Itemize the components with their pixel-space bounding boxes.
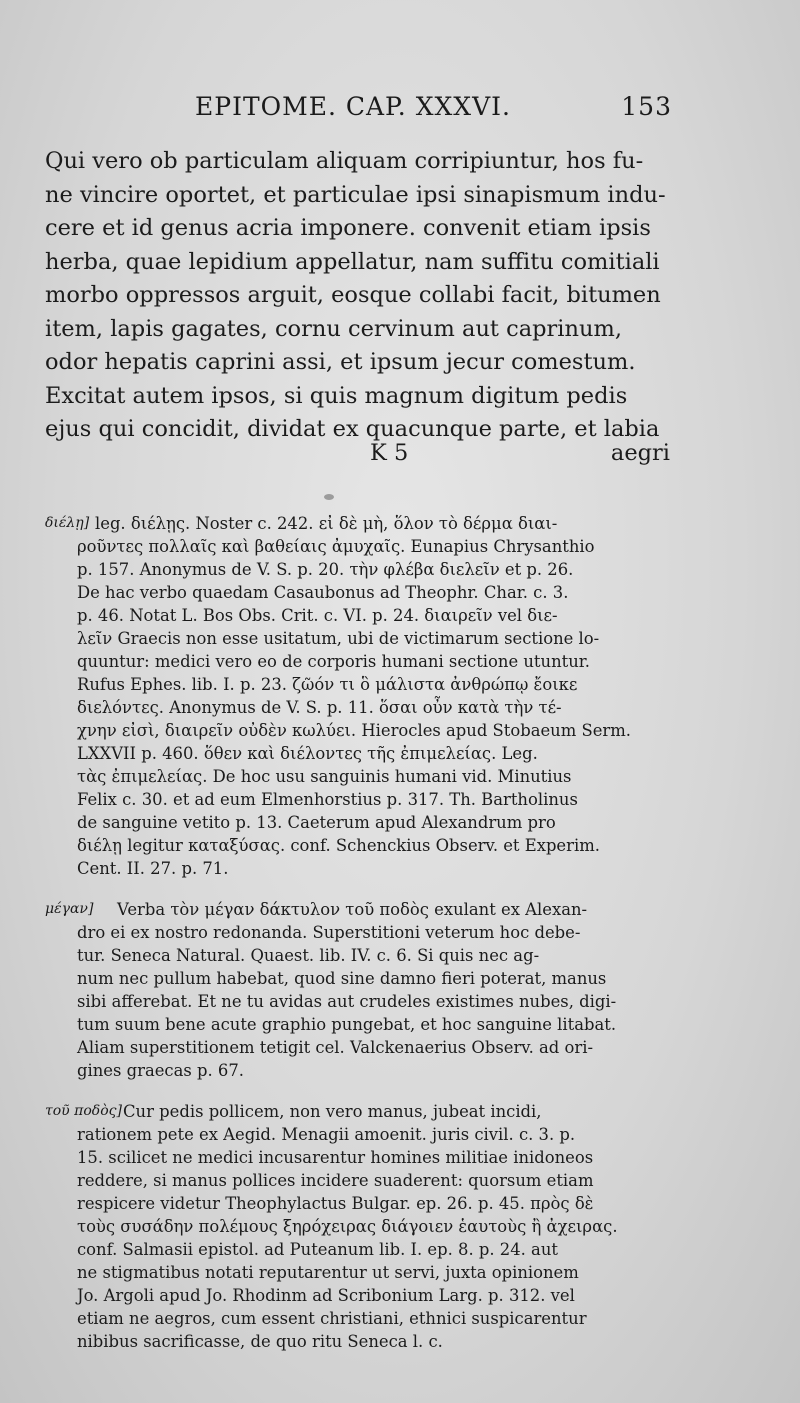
footnote-lemma: τοῦ ποδὸς] [45, 1103, 122, 1119]
signature-mark: K 5 [370, 440, 409, 466]
main-text [45, 145, 670, 447]
footnote-line: 15. scilicet ne medici incusarentur homines militiae inidoneos [77, 1148, 594, 1167]
footnote-line: Cur pedis pollicem, non vero manus, jubeat incidi, [123, 1102, 542, 1121]
footnote-line: conf. Salmasii epistol. ad Puteanum lib. I. ep. 8. p. 24. aut [77, 1240, 558, 1259]
footnote-line: διέλῃ legitur καταξύσας. conf. Schenckius Observ. et Experim. [77, 836, 600, 855]
footnote-line: LXXVII p. 460. ὅθεν καὶ διέλοντες τῆς ἐπιμελείας. Leg. [77, 744, 538, 763]
page-number: 153 [621, 92, 672, 121]
footnote-line: nibibus sacrificasse, de quo ritu Seneca l. c. [77, 1332, 443, 1351]
footnote-line: reddere, si manus pollices incidere suaderent: quorsum etiam [77, 1171, 594, 1190]
footnote-line: Verba τὸν μέγαν δάκτυλον τοῦ ποδὸς exulant ex Alexan- [117, 900, 588, 919]
footnote-line: p. 157. Anonymus de V. S. p. 20. τὴν φλέβα διελεῖν et p. 26. [77, 560, 574, 579]
footnote-line: Rufus Ephes. lib. I. p. 23. ζῶόν τι ὃ μάλιστα ἀνθρώπῳ ἔοικε [77, 675, 578, 694]
catchword: aegri [610, 440, 670, 466]
footnote-line: ροῦντες πολλαῖς καὶ βαθείαις ἀμυχαῖς. Eunapius Chrysanthio [77, 537, 595, 556]
footnote-line: Cent. II. 27. p. 71. [77, 859, 229, 878]
text-line: ne vincire oportet, et particulae ipsi sinapismum indu- [45, 181, 666, 208]
footnote-line: dro ei ex nostro redonanda. Superstitioni veterum hoc debe- [77, 923, 581, 942]
running-head [195, 92, 672, 121]
footnotes [45, 512, 670, 1371]
footnote-line: ne stigmatibus notati reputarentur ut servi, juxta opinionem [77, 1263, 579, 1282]
footnote-line: rationem pete ex Aegid. Menagii amoenit. juris civil. c. 3. p. [77, 1125, 576, 1144]
text-line: ejus qui concidit, dividat ex quacunque parte, et labia [45, 416, 660, 442]
footnote-line: leg. διέλῃς. Noster c. 242. εἰ δὲ μὴ, ὅλον τὸ δέρμα διαι- [95, 514, 558, 533]
footnote-line: num nec pullum habebat, quod sine damno fieri poterat, manus [77, 969, 607, 988]
footnote-lemma: διέλῃ] [45, 515, 90, 531]
footnote-line: quuntur: medici vero eo de corporis humani sectione utuntur. [77, 652, 591, 671]
text-line: Excitat autem ipsos, si quis magnum digitum pedis [45, 382, 628, 409]
footnote-line: gines graecas p. 67. [77, 1061, 244, 1080]
footnote-line: sibi afferebat. Et ne tu avidas aut crudeles existimes nubes, digi- [77, 992, 617, 1011]
footnote-line: tur. Seneca Natural. Quaest. lib. IV. c. 6. Si quis nec ag- [77, 946, 540, 965]
text-line: odor hepatis caprini assi, et ipsum jecur comestum. [45, 349, 636, 375]
footnote-line: tum suum bene acute graphio pungebat, et hoc sanguine litabat. [77, 1015, 617, 1034]
text-line: morbo oppressos arguit, eosque collabi facit, bitumen [45, 282, 661, 308]
footnote-line: χνην εἰσὶ, διαιρεῖν οὐδὲν κωλύει. Hierocles apud Stobaeum Serm. [77, 721, 632, 740]
text-line: herba, quae lepidium appellatur, nam suffitu comitiali [45, 248, 660, 275]
footnote-line: διελόντες. Anonymus de V. S. p. 11. ὅσαι οὖν κατὰ τὴν τέ- [77, 698, 562, 717]
footnote-lemma: μέγαν] [45, 901, 94, 917]
footnote-line: etiam ne aegros, cum essent christiani, ethnici suspicarentur [77, 1309, 587, 1328]
footnote-line: respicere videtur Theophylactus Bulgar. ep. 26. p. 45. πρὸς δὲ [77, 1194, 594, 1213]
footnote [45, 512, 670, 880]
footnote-line: p. 46. Notat L. Bos Obs. Crit. c. VI. p. 24. διαιρεῖν vel διε- [77, 606, 558, 625]
footnote-line: Jo. Argoli apud Jo. Rhodinm ad Scribonium Larg. p. 312. vel [77, 1286, 575, 1305]
footnote-line: τοὺς συσάδην πολέμους ξηρόχειρας διάγοιεν ἑαυτοὺς ἢ ἀχειρας. [77, 1217, 618, 1236]
footnote-line: de sanguine vetito p. 13. Caeterum apud Alexandrum pro [77, 813, 556, 832]
footnote-line: λεῖν Graecis non esse usitatum, ubi de victimarum sectione lo- [77, 629, 600, 648]
footnote [45, 898, 670, 1082]
text-line: Qui vero ob particulam aliquam corripiuntur, hos fu- [45, 148, 644, 174]
text-line: item, lapis gagates, cornu cervinum aut caprinum, [45, 315, 622, 342]
footnote-line: τὰς ἐπιμελείας. De hoc usu sanguinis humani vid. Minutius [77, 767, 572, 786]
footnote-line: De hac verbo quaedam Casaubonus ad Theophr. Char. c. 3. [77, 583, 569, 602]
footnote-line: Felix c. 30. et ad eum Elmenhorstius p. 317. Th. Bartholinus [77, 790, 578, 809]
footnote-line: Aliam superstitionem tetigit cel. Valckenaerius Observ. ad ori- [77, 1038, 593, 1057]
footnote [45, 1100, 670, 1353]
running-head-title: EPITOME. CAP. XXXVI. [195, 92, 511, 121]
ink-dot [324, 494, 334, 500]
text-line: cere et id genus acria imponere. convenit etiam ipsis [45, 215, 651, 241]
